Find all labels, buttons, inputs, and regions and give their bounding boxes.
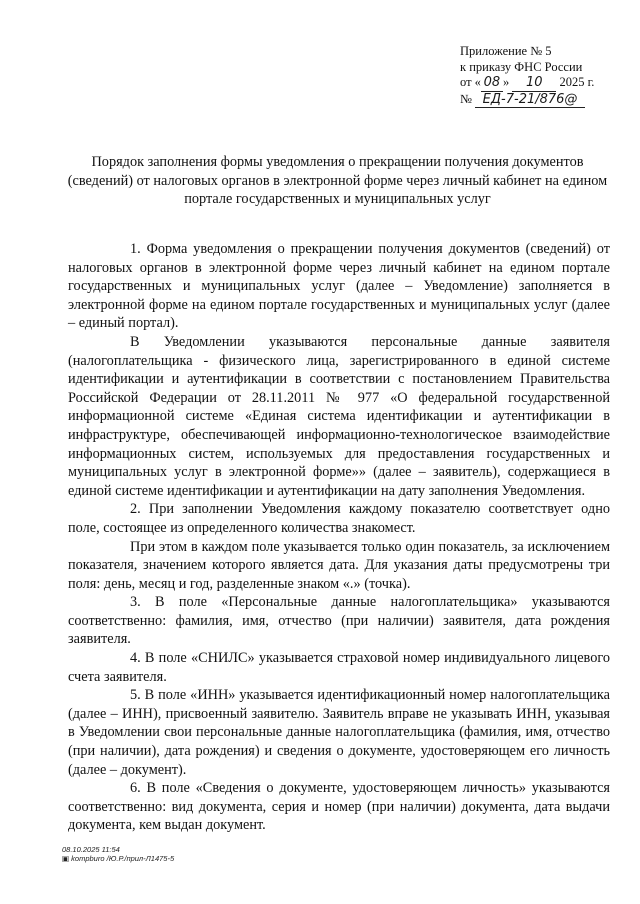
date-month-handwritten: 10 <box>512 75 556 92</box>
appendix-header <box>460 44 630 108</box>
appendix-number <box>460 92 630 109</box>
appendix-line-2: к приказу ФНС России <box>460 59 583 74</box>
paragraph-8: 6. В поле «Сведения о документе, удостоверяющем личность» указываются соответственно: вид документа, серия и номер (при наличии) документа, дата выдачи документа, кем выдан документ. <box>68 780 610 834</box>
paragraph-7: 5. В поле «ИНН» указывается идентификационный номер налогоплательщика (далее – ИНН), присвоенный заявителю. Заявитель вправе не указывать ИНН, указывая в Уведомлении свои персональные данные налогоплательщика (фамилия, имя, отчество (при наличии), дата рождения) и сведения о документе, удостоверяющем его личность (далее – документ). <box>68 687 610 778</box>
footer-file-text: kompburo /Ю.Р./прил-Л1475-5 <box>71 854 175 863</box>
paragraph-5: 3. В поле «Персональные данные налогоплательщика» указываются соответственно: фамилия, имя, отчество (при наличии) заявителя, дата рождения заявителя. <box>68 594 610 648</box>
date-year: 2025 г. <box>559 75 595 89</box>
paragraph-6: 4. В поле «СНИЛС» указывается страховой номер индивидуального лицевого счета заявителя. <box>68 650 610 685</box>
number-prefix: № <box>460 91 472 106</box>
appendix-line-1: Приложение № 5 <box>460 44 552 58</box>
paragraph-2: В Уведомлении указываются персональные данные заявителя (налогоплательщика - физического лица, зарегистрированного в единой системе идентификации и аутентификации в соответствии с постановлением Правительства Российской Федерации от 28.11.2011 № 977 «О федеральной государственной информационной системе «Единая система идентификации и аутентификации в инфраструктуре, обеспечивающей информационно-технологическое взаимодействие информационных систем, используемых для предоставления государственных и муниципальных услуг в электронной форме»» (далее – заявитель), содержащиеся в единой системе идентификации и аутентификации на дату заполнения Уведомления. <box>68 333 610 499</box>
paragraph-4: При этом в каждом поле указывается только один показатель, за исключением показателя, значением которого является дата. Для указания даты предусмотрены три поля: день, месяц и год, разделенные знаком «.» (точка). <box>68 538 610 592</box>
footer-note <box>62 845 174 863</box>
footer-file <box>62 854 174 863</box>
date-prefix: от « <box>460 75 481 89</box>
paragraph-3: 2. При заполнении Уведомления каждому показателю соответствует одно поле, состоящее из определенного количества знакомест. <box>68 501 610 536</box>
document-title: Порядок заполнения формы уведомления о прекращении получения документов (сведений) от налоговых органов в электронной форме через личный кабинет на едином портале государственных и муниципальных услуг <box>67 154 608 207</box>
document-body <box>68 240 610 835</box>
file-icon: ▣ <box>62 854 72 863</box>
paragraph-1: 1. Форма уведомления о прекращении получения документов (сведений) от налоговых органов в электронной форме через личный кабинет на едином портале государственных и муниципальных услуг (далее – Уведомление) заполняется в электронной форме на едином портале государственных и муниципальных услуг (далее – единый портал). <box>68 241 610 332</box>
number-value-handwritten: ЕД-7-21/876@ <box>475 92 585 109</box>
date-day-handwritten: 08 <box>481 75 503 92</box>
footer-timestamp: 08.10.2025 11:54 <box>62 845 120 854</box>
date-mid: » <box>502 75 510 89</box>
appendix-date <box>460 75 630 92</box>
